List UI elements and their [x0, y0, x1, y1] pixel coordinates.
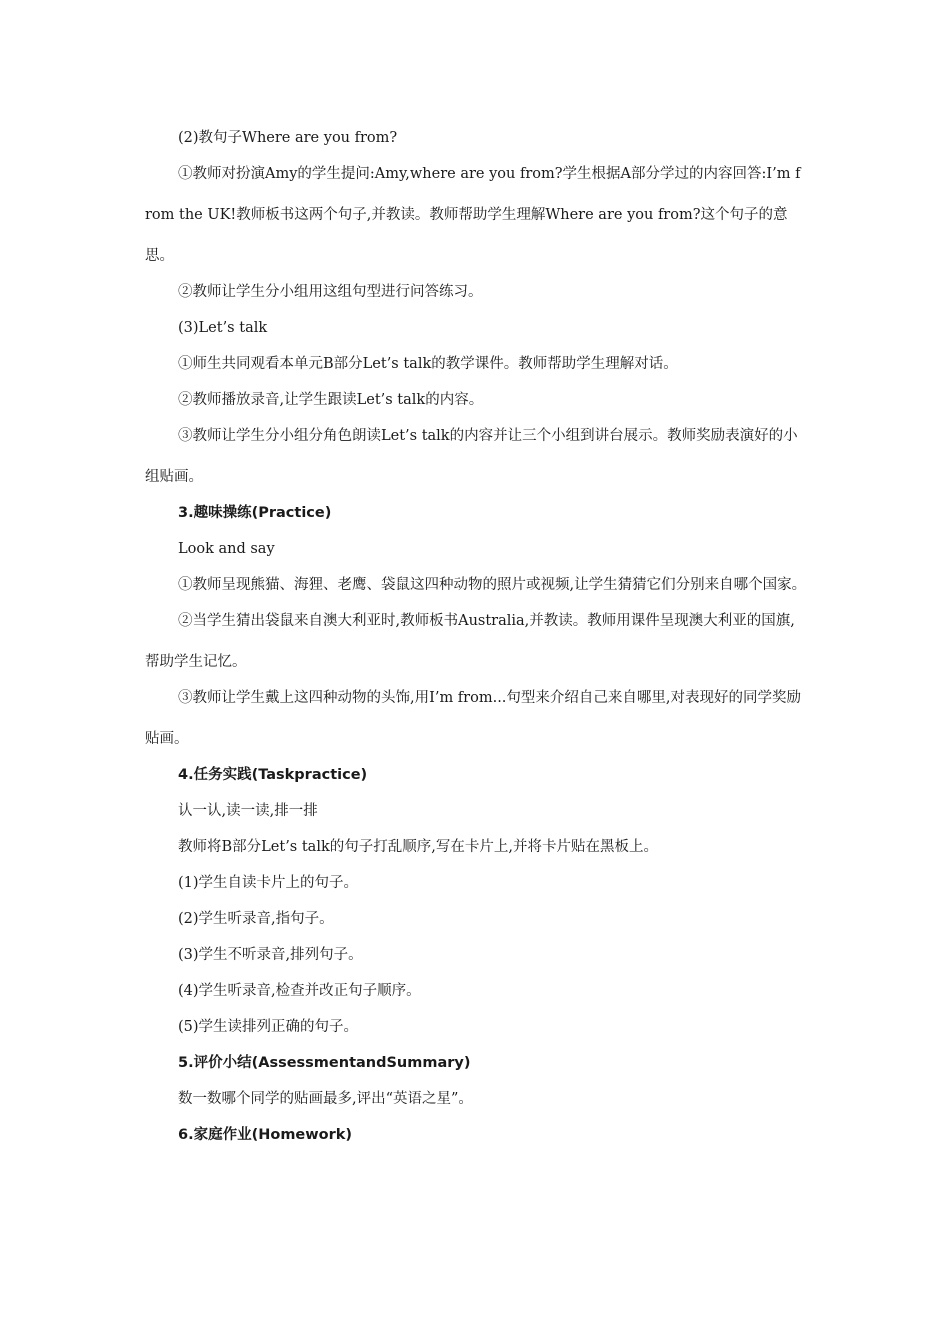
paragraph-task-step-5: (5)学生读排列正确的句子。	[178, 1019, 359, 1035]
paragraph-step-2: ②教师让学生分小组用这组句型进行问答练习。	[178, 284, 483, 300]
paragraph-sentence-teaching: (2)教句子Where are you from?	[178, 130, 398, 146]
paragraph-talk-step-2: ②教师播放录音,让学生跟读Let’s talk的内容。	[178, 392, 484, 408]
heading-task-practice: 4.任务实践(Taskpractice)	[178, 767, 368, 783]
document-body	[145, 118, 807, 1151]
heading-practice: 3.趣味操练(Practice)	[178, 505, 332, 521]
paragraph-talk-step-1: ①师生共同观看本单元B部分Let’s talk的教学课件。教师帮助学生理解对话。	[178, 356, 678, 372]
heading-assessment-summary: 5.评价小结(AssessmentandSummary)	[178, 1055, 471, 1071]
paragraph-practice-step-2: ②当学生猜出袋鼠来自澳大利亚时,教师板书Australia,并教读。教师用课件呈现澳大利亚的国旗,帮助学生记忆。	[145, 613, 795, 670]
paragraph-task-intro: 教师将B部分Let’s talk的句子打乱顺序,写在卡片上,并将卡片贴在黑板上。	[178, 839, 658, 855]
heading-homework: 6.家庭作业(Homework)	[178, 1127, 353, 1143]
paragraph-practice-step-3: ③教师让学生戴上这四种动物的头饰,用I’m from...句型来介绍自己来自哪里,对表现好的同学奖励贴画。	[145, 690, 802, 747]
paragraph-task-step-1: (1)学生自读卡片上的句子。	[178, 875, 359, 891]
paragraph-step-1: ①教师对扮演Amy的学生提问:Amy,where are you from?学生根据A部分学过的内容回答:I’m from the UK!教师板书这两个句子,并教读。教师帮助学生理解Where are you from?这个句子的意思。	[145, 166, 801, 264]
paragraph-task-step-4: (4)学生听录音,检查并改正句子顺序。	[178, 983, 421, 999]
paragraph-practice-step-1: ①教师呈现熊猫、海狸、老鹰、袋鼠这四种动物的照片或视频,让学生猜猜它们分别来自哪个国家。	[178, 577, 807, 593]
paragraph-lets-talk: (3)Let’s talk	[178, 320, 268, 336]
paragraph-look-and-say: Look and say	[178, 541, 275, 557]
paragraph-task-title: 认一认,读一读,排一排	[178, 803, 318, 819]
paragraph-task-step-2: (2)学生听录音,指句子。	[178, 911, 334, 927]
paragraph-assessment: 数一数哪个同学的贴画最多,评出“英语之星”。	[178, 1091, 473, 1107]
paragraph-task-step-3: (3)学生不听录音,排列句子。	[178, 947, 363, 963]
paragraph-talk-step-3: ③教师让学生分小组分角色朗读Let’s talk的内容并让三个小组到讲台展示。教师奖励表演好的小组贴画。	[145, 428, 798, 485]
